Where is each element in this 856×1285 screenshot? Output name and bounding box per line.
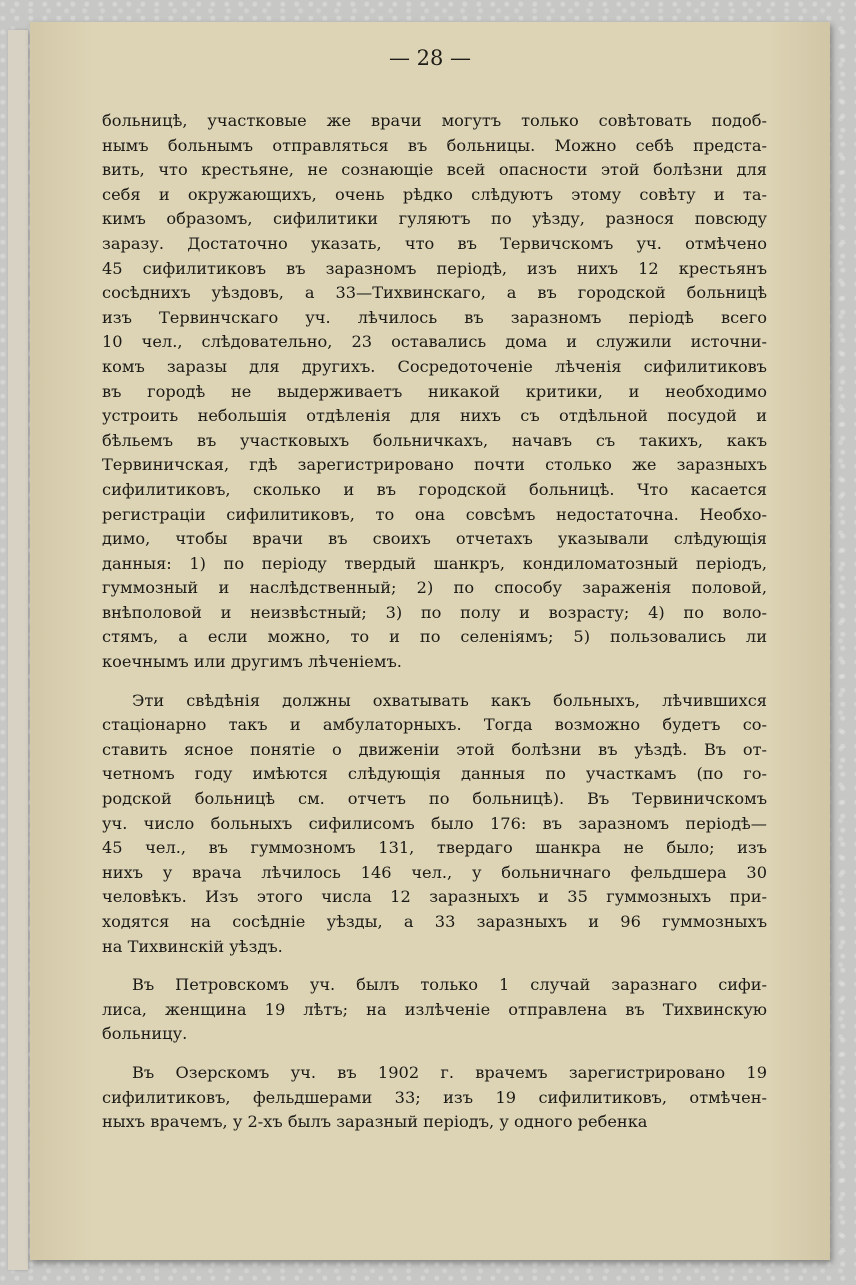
text-line: Тервиничская, гдѣ зарегистрировано почти столько же заразныхъ: [102, 455, 767, 475]
paragraph-gap: [102, 959, 767, 973]
paragraph: [102, 973, 767, 1047]
text-line: Эти свѣдѣнія должны охватывать какъ больныхъ, лѣчившихся: [132, 690, 767, 710]
text-line: больницѣ, участковые же врачи могутъ только совѣтовать подоб-: [102, 111, 767, 130]
text-line: регистраціи сифилитиковъ, то она совсѣмъ недостаточна. Необхо-: [102, 504, 767, 524]
text-line: родской больницѣ см. отчетъ по больницѣ). Въ Тервиничскомъ: [102, 789, 767, 809]
text-line: коечнымъ или другимъ лѣченіемъ.: [102, 652, 402, 672]
text-line: ныхъ врачемъ, у 2-хъ былъ заразный періодъ, у одного ребенка: [102, 1112, 648, 1132]
text-line: лиса, женщина 19 лѣтъ; на излѣченіе отправлена въ Тихвинскую: [102, 999, 767, 1019]
text-line: сифилитиковъ, фельдшерами 33; изъ 19 сифилитиковъ, отмѣчен-: [102, 1087, 767, 1107]
text-line: сосѣднихъ уѣздовъ, а 33—Тихвинскаго, а въ городской больницѣ: [102, 283, 767, 303]
paragraph-gap: [102, 1047, 767, 1061]
body-text: [102, 109, 767, 1135]
text-line: четномъ году имѣются слѣдующія данныя по участкамъ (по го-: [102, 764, 767, 784]
text-line: 45 чел., въ гуммозномъ 131, твердаго шанкра не было; изъ: [102, 838, 767, 858]
text-line: вить, что крестьяне, не сознающіе всей опасности этой болѣзни для: [102, 160, 767, 180]
text-line: нымъ больнымъ отправляться въ больницы. Можно себѣ предста-: [102, 135, 767, 155]
page-number: — 28 —: [388, 46, 472, 70]
text-line: устроить небольшія отдѣленія для нихъ съ отдѣльной посудой и: [102, 406, 767, 426]
text-line: гуммозный и наслѣдственный; 2) по способу зараженія половой,: [102, 578, 767, 598]
text-line: сифилитиковъ, сколько и въ городской больницѣ. Что касается: [102, 479, 767, 499]
text-line: стямъ, а если можно, то и по селеніямъ; 5) пользовались ли: [102, 627, 767, 647]
paragraph: [102, 689, 767, 960]
paragraph-gap: [102, 675, 767, 689]
page-edge-strip: [8, 30, 28, 1270]
text-line: на Тихвинскій уѣздъ.: [102, 936, 283, 956]
text-line: бѣльемъ въ участковыхъ больничкахъ, начавъ съ такихъ, какъ: [102, 430, 767, 450]
text-line: комъ заразы для другихъ. Сосредоточеніе лѣченія сифилитиковъ: [102, 356, 767, 376]
paragraph: [102, 1061, 767, 1135]
text-line: заразу. Достаточно указать, что въ Тервичскомъ уч. отмѣчено: [102, 233, 767, 253]
book-page: [30, 22, 830, 1260]
text-line: нихъ у врача лѣчилось 146 чел., у больничнаго фельдшера 30: [102, 862, 767, 882]
text-line: больницу.: [102, 1024, 188, 1044]
text-line: человѣкъ. Изъ этого числа 12 заразныхъ и 35 гуммозныхъ при-: [102, 887, 767, 907]
paragraph: [102, 109, 767, 675]
text-line: ходятся на сосѣдніе уѣзды, а 33 заразныхъ и 96 гуммозныхъ: [102, 912, 767, 931]
text-line: кимъ образомъ, сифилитики гуляютъ по уѣзду, разнося повсюду: [102, 209, 767, 229]
text-line: уч. число больныхъ сифилисомъ было 176: въ заразномъ періодѣ—: [102, 813, 767, 833]
text-line: 45 сифилитиковъ въ заразномъ періодѣ, изъ нихъ 12 крестьянъ: [102, 258, 767, 278]
text-line: стаціонарно такъ и амбулаторныхъ. Тогда возможно будетъ со-: [102, 715, 767, 735]
text-line: въ городѣ не выдерживаетъ никакой критики, и необходимо: [102, 381, 767, 401]
text-line: внѣполовой и неизвѣстный; 3) по полу и возрасту; 4) по воло-: [102, 602, 767, 622]
text-line: данныя: 1) по періоду твердый шанкръ, кондиломатозный періодъ,: [102, 553, 767, 573]
text-line: 10 чел., слѣдовательно, 23 оставались дома и служили источни-: [102, 332, 767, 352]
text-line: изъ Тервинчскаго уч. лѣчилось въ заразномъ періодѣ всего: [102, 307, 767, 327]
text-line: себя и окружающихъ, очень рѣдко слѣдуютъ этому совѣту и та-: [102, 184, 767, 204]
text-line: димо, чтобы врачи въ своихъ отчетахъ указывали слѣдующія: [102, 529, 767, 549]
text-line: ставить ясное понятіе о движеніи этой болѣзни въ уѣздѣ. Въ от-: [102, 739, 767, 759]
text-line: Въ Озерскомъ уч. въ 1902 г. врачемъ зарегистрировано 19: [132, 1062, 767, 1082]
text-line: Въ Петровскомъ уч. былъ только 1 случай заразнаго сифи-: [132, 975, 767, 995]
